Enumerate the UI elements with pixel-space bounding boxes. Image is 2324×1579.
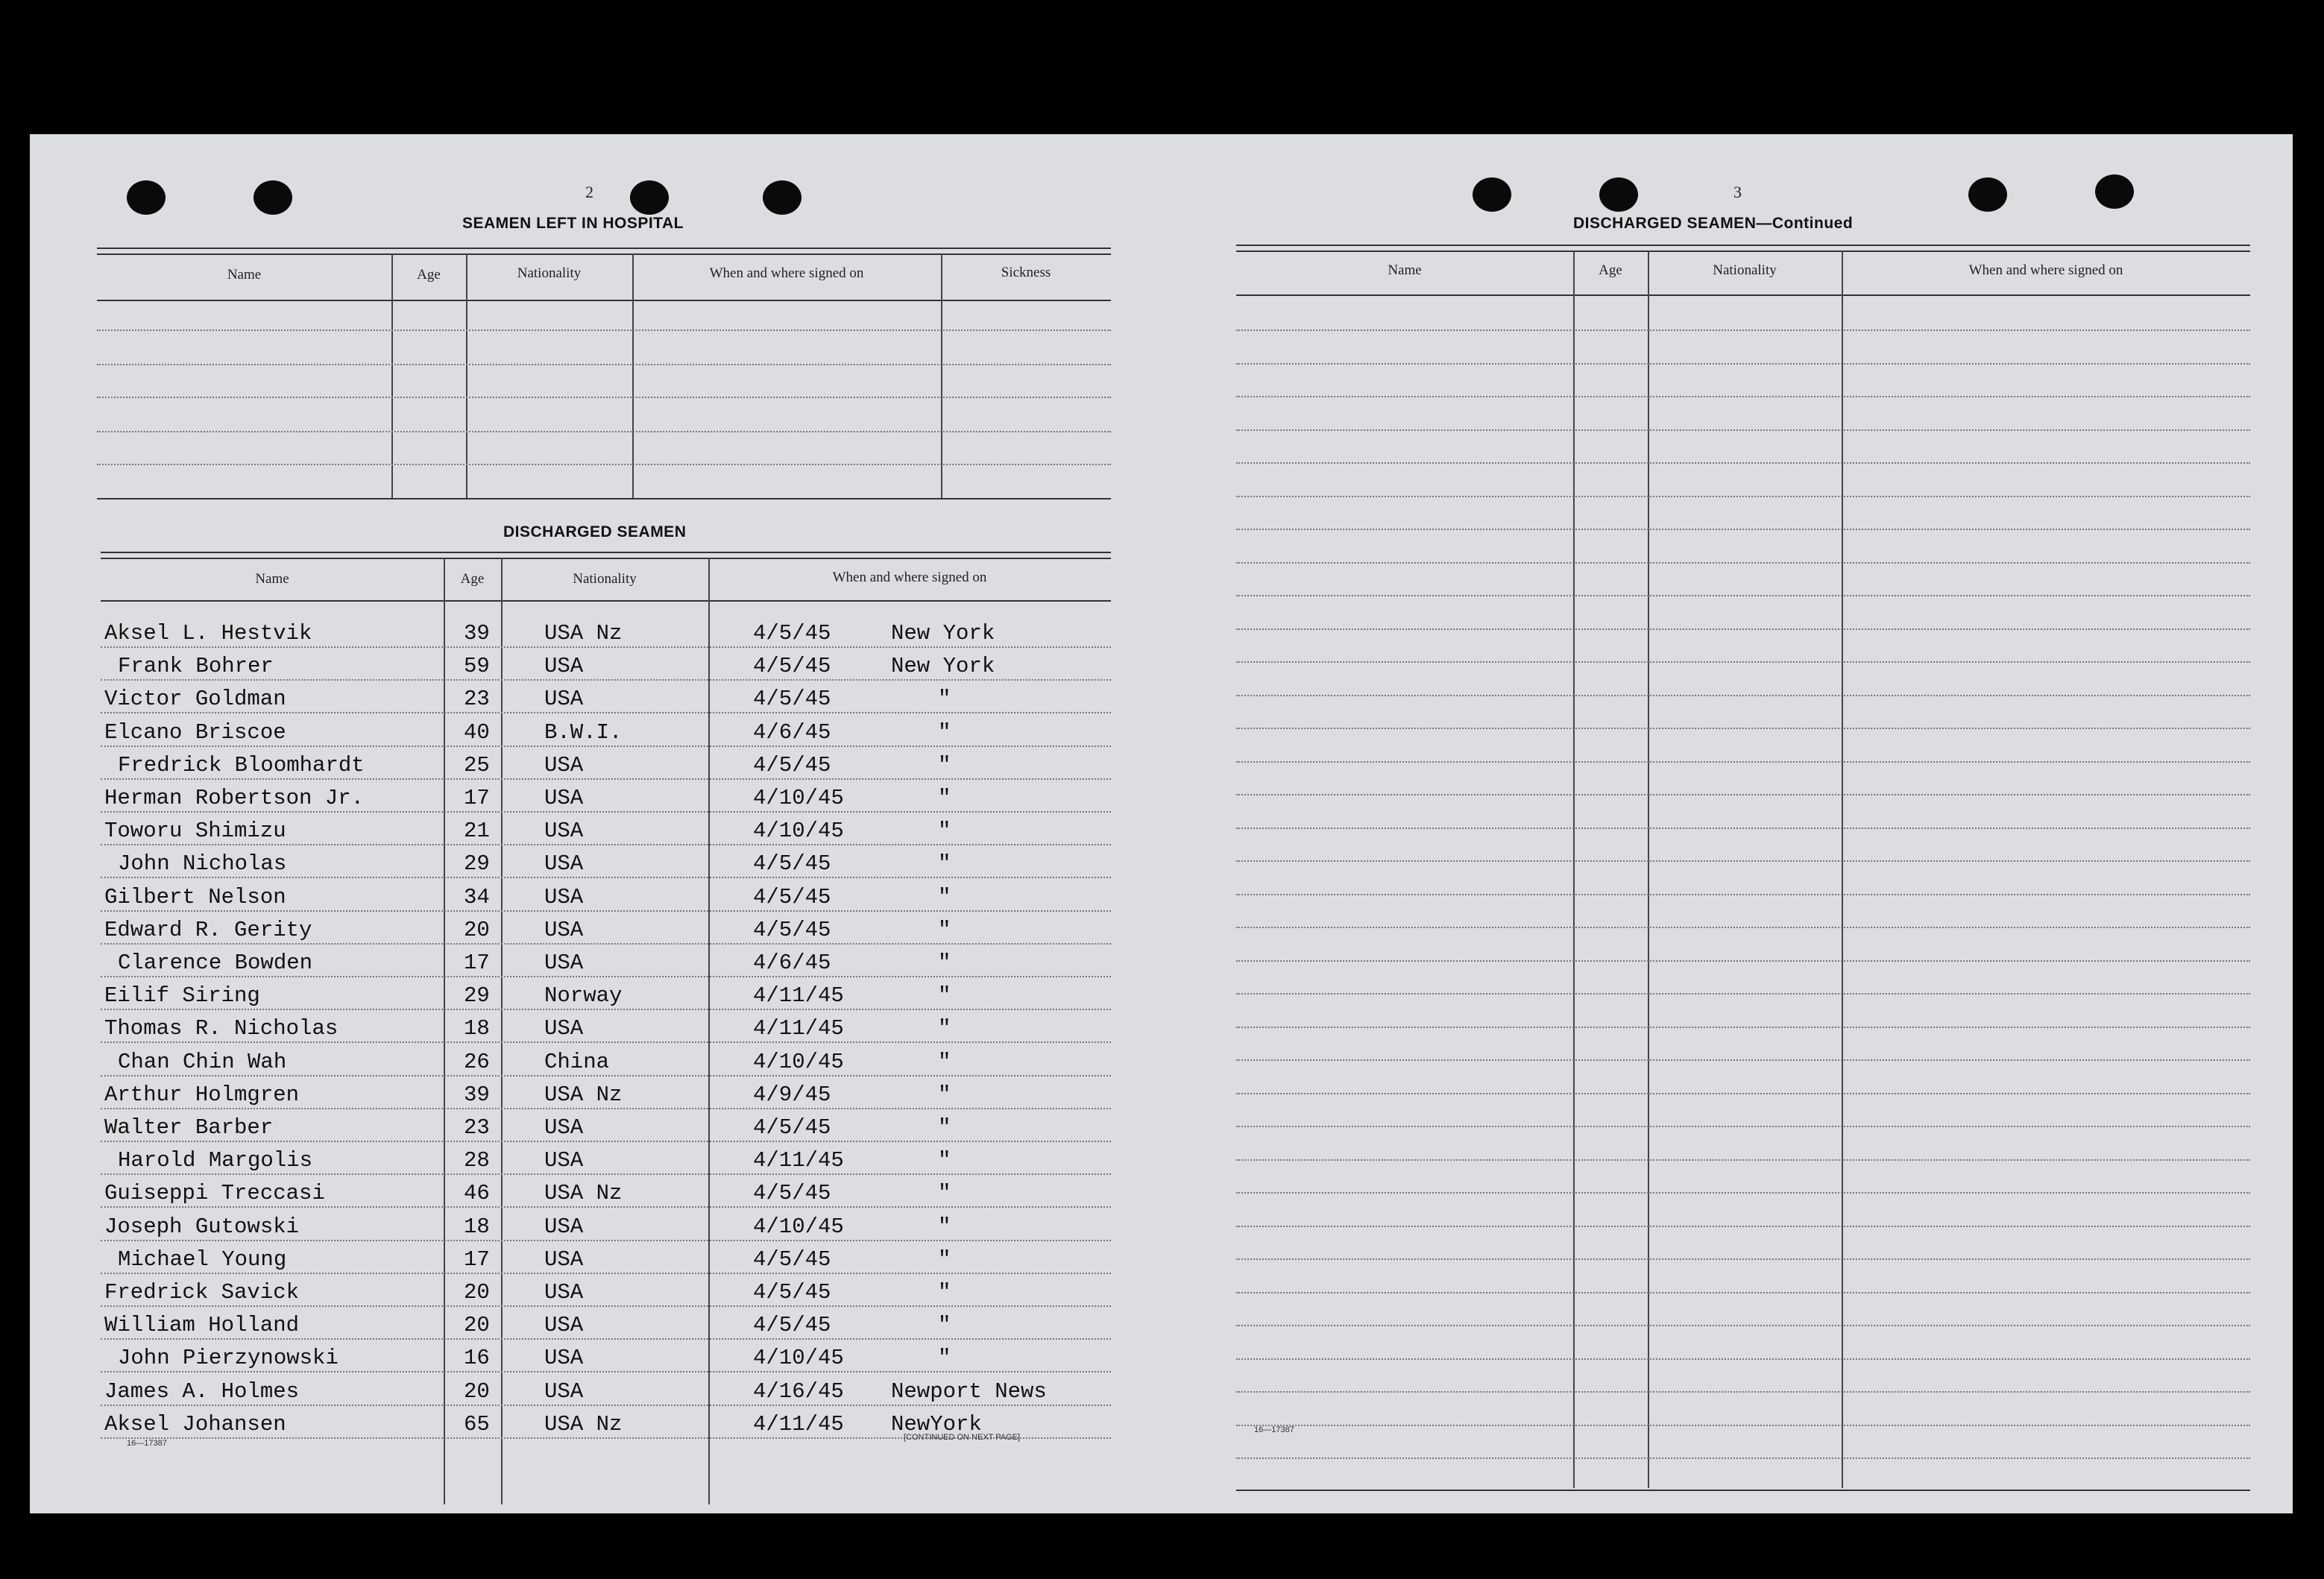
signed-on-date: 4/10/45 (753, 786, 844, 810)
entry-line (101, 1041, 1111, 1043)
seaman-age: 26 (464, 1049, 490, 1074)
entry-line (101, 1206, 1111, 1208)
seaman-name: Joseph Gutowski (104, 1214, 300, 1239)
rule (97, 253, 1111, 255)
rule (1236, 294, 2250, 296)
entry-line (101, 679, 1111, 681)
seaman-nationality: USA (544, 654, 584, 679)
entry-line (101, 910, 1111, 912)
rule (101, 552, 1111, 553)
entry-line (101, 712, 1111, 713)
signed-on-date: 4/5/45 (753, 851, 831, 877)
entry-line (1236, 1093, 2250, 1094)
entry-line (1236, 728, 2250, 729)
entry-line (1236, 828, 2250, 829)
seaman-name: Aksel L. Hestvik (104, 621, 312, 646)
seaman-nationality: China (544, 1049, 610, 1074)
entry-line (1236, 429, 2250, 431)
rule (97, 248, 1111, 249)
entry-line (1236, 993, 2250, 995)
entry-line (1236, 363, 2250, 365)
column-header-age: Age (460, 571, 485, 587)
seaman-age: 20 (464, 917, 490, 942)
seaman-age: 20 (464, 1313, 490, 1338)
column-header-age: Age (417, 267, 441, 283)
seaman-name: Victor Goldman (104, 687, 286, 712)
seaman-age: 25 (464, 752, 490, 778)
signed-on-date: 4/5/45 (753, 1247, 831, 1272)
hospital-section-title: SEAMEN LEFT IN HOSPITAL (462, 215, 684, 232)
rule (101, 558, 1111, 559)
seaman-name: Edward R. Gerity (104, 917, 312, 942)
signed-on-date: 4/5/45 (753, 1280, 831, 1305)
signed-on-place: New York (891, 654, 995, 679)
seaman-nationality: USA (544, 752, 584, 778)
signed-on-place: " (938, 1049, 951, 1074)
seaman-name: Thomas R. Nicholas (104, 1016, 338, 1041)
signed-on-place: " (938, 786, 951, 810)
entry-line (97, 397, 1111, 398)
seaman-name: Herman Robertson Jr. (104, 786, 365, 810)
signed-on-date: 4/5/45 (753, 1115, 831, 1140)
entry-line (101, 976, 1111, 977)
entry-line (101, 844, 1111, 845)
signed-on-date: 4/5/45 (753, 752, 831, 778)
seaman-age: 39 (464, 621, 490, 646)
column-header-nationality: Nationality (1713, 262, 1777, 278)
punch-hole (1599, 177, 1638, 212)
rule (101, 600, 1111, 602)
signed-on-date: 4/6/45 (753, 719, 831, 745)
rule (97, 300, 1111, 301)
column-divider (391, 253, 393, 499)
page-number: 2 (585, 183, 593, 201)
entry-line (1236, 1059, 2250, 1061)
entry-line (1236, 595, 2250, 596)
entry-line (1236, 1258, 2250, 1260)
seaman-age: 40 (464, 719, 490, 745)
seaman-name: Harold Margolis (118, 1148, 313, 1173)
seaman-nationality: USA Nz (544, 1181, 623, 1206)
column-header-age: Age (1599, 262, 1622, 278)
seaman-age: 21 (464, 819, 490, 844)
column-divider (1842, 250, 1843, 1488)
entry-line (1236, 1159, 2250, 1161)
signed-on-date: 4/5/45 (753, 1313, 831, 1338)
entry-line (1236, 1425, 2250, 1426)
signed-on-date: 4/5/45 (753, 884, 831, 910)
seaman-nationality: USA (544, 884, 584, 910)
seaman-age: 29 (464, 983, 490, 1009)
seaman-nationality: USA Nz (544, 621, 623, 646)
signed-on-place: " (938, 851, 951, 877)
seaman-name: John Nicholas (118, 851, 287, 877)
signed-on-place: " (938, 917, 951, 942)
signed-on-place: " (938, 752, 951, 778)
column-divider (466, 253, 467, 499)
column-divider (501, 558, 503, 1504)
signed-on-date: 4/16/45 (753, 1378, 844, 1404)
form-number: 16—17387 (1254, 1425, 1294, 1434)
signed-on-date: 4/5/45 (753, 1181, 831, 1206)
column-header-signed-on: When and where signed on (832, 570, 987, 585)
discharged-section-title: DISCHARGED SEAMEN (503, 523, 687, 540)
signed-on-place: " (938, 819, 951, 844)
seaman-nationality: USA (544, 1378, 584, 1404)
entry-line (1236, 496, 2250, 497)
entry-line (1236, 860, 2250, 862)
seaman-nationality: USA (544, 1148, 584, 1173)
seaman-age: 20 (464, 1378, 490, 1404)
seaman-name: Arthur Holmgren (104, 1082, 300, 1107)
signed-on-place: " (938, 1016, 951, 1041)
signed-on-date: 4/11/45 (753, 1148, 844, 1173)
seaman-nationality: USA (544, 786, 584, 810)
signed-on-place: " (938, 951, 951, 975)
signed-on-place: " (938, 719, 951, 745)
punch-hole (127, 180, 166, 215)
column-divider (632, 253, 634, 499)
signed-on-date: 4/5/45 (753, 917, 831, 942)
signed-on-date: 4/10/45 (753, 1049, 844, 1074)
continued-section-title: DISCHARGED SEAMEN—Continued (1573, 215, 1854, 232)
seaman-name: Elcano Briscoe (104, 719, 286, 745)
seaman-nationality: USA Nz (544, 1082, 623, 1107)
seaman-nationality: USA (544, 1214, 584, 1239)
entry-line (1236, 1391, 2250, 1393)
seaman-nationality: USA Nz (544, 1411, 623, 1437)
column-header-signed-on: When and where signed on (1968, 262, 2123, 278)
entry-line (1236, 562, 2250, 564)
signed-on-date: 4/5/45 (753, 621, 831, 646)
seaman-name: Frank Bohrer (118, 654, 274, 679)
seaman-nationality: USA (544, 1313, 584, 1338)
column-divider (1648, 250, 1649, 1488)
punch-hole (1968, 177, 2007, 212)
seaman-nationality: USA (544, 819, 584, 844)
seaman-age: 17 (464, 951, 490, 975)
column-header-signed-on: When and where signed on (709, 265, 864, 281)
signed-on-date: 4/10/45 (753, 819, 844, 844)
signed-on-date: 4/5/45 (753, 687, 831, 712)
signed-on-place: " (938, 983, 951, 1009)
seaman-nationality: USA (544, 1247, 584, 1272)
entry-line (1236, 761, 2250, 763)
seaman-name: Clarence Bowden (118, 951, 313, 975)
signed-on-place: " (938, 1181, 951, 1206)
entry-line (101, 746, 1111, 747)
seaman-age: 39 (464, 1082, 490, 1107)
entry-line (1236, 1325, 2250, 1326)
entry-line (101, 1141, 1111, 1142)
seaman-name: Michael Young (118, 1247, 287, 1272)
seaman-name: James A. Holmes (104, 1378, 300, 1404)
entry-line (97, 330, 1111, 331)
rule (1236, 245, 2250, 246)
punch-hole (254, 180, 292, 215)
seaman-nationality: Norway (544, 983, 623, 1009)
signed-on-place: " (938, 1247, 951, 1272)
entry-line (1236, 695, 2250, 696)
column-divider (941, 253, 942, 499)
seaman-name: Guiseppi Treccasi (104, 1181, 325, 1206)
column-header-name: Name (1388, 262, 1422, 278)
seaman-age: 65 (464, 1411, 490, 1437)
entry-line (1236, 1358, 2250, 1360)
entry-line (97, 431, 1111, 432)
entry-line (1236, 1457, 2250, 1459)
entry-line (101, 1305, 1111, 1307)
form-number: 16—17387 (127, 1439, 167, 1448)
seaman-age: 28 (464, 1148, 490, 1173)
signed-on-place: " (938, 1148, 951, 1173)
rule (1236, 250, 2250, 252)
rule (1236, 1490, 2250, 1491)
column-header-nationality: Nationality (517, 265, 582, 281)
seaman-name: Fredrick Savick (104, 1280, 300, 1305)
seaman-name: John Pierzynowski (118, 1346, 338, 1371)
column-header-name: Name (255, 571, 289, 587)
seaman-nationality: USA (544, 851, 584, 877)
seaman-age: 16 (464, 1346, 490, 1371)
page-number: 3 (1733, 183, 1742, 201)
rule (97, 498, 1111, 499)
entry-line (1236, 1292, 2250, 1293)
signed-on-date: 4/11/45 (753, 983, 844, 1009)
signed-on-place: Newport News (891, 1378, 1047, 1404)
seaman-nationality: USA (544, 1115, 584, 1140)
entry-line (1236, 462, 2250, 464)
seaman-nationality: USA (544, 1346, 584, 1371)
entry-line (1236, 1027, 2250, 1028)
signed-on-place: " (938, 1346, 951, 1371)
continued-note: [CONTINUED ON NEXT PAGE] (904, 1433, 1021, 1442)
punch-hole (2095, 174, 2134, 209)
seaman-age: 18 (464, 1214, 490, 1239)
signed-on-place: NewYork (891, 1411, 982, 1437)
entry-line (101, 1371, 1111, 1372)
entry-line (101, 877, 1111, 878)
column-header-nationality: Nationality (573, 571, 637, 587)
entry-line (101, 778, 1111, 780)
seaman-age: 46 (464, 1181, 490, 1206)
signed-on-date: 4/11/45 (753, 1016, 844, 1041)
signed-on-place: " (938, 1313, 951, 1338)
seaman-nationality: USA (544, 951, 584, 975)
seaman-name: Chan Chin Wah (118, 1049, 287, 1074)
entry-line (101, 1273, 1111, 1274)
entry-line (101, 1405, 1111, 1406)
seaman-name: Fredrick Bloomhardt (118, 752, 365, 778)
entry-line (101, 646, 1111, 648)
signed-on-place: " (938, 884, 951, 910)
entry-line (1236, 960, 2250, 962)
seaman-name: William Holland (104, 1313, 300, 1338)
entry-line (1236, 1192, 2250, 1194)
signed-on-date: 4/10/45 (753, 1346, 844, 1371)
signed-on-place: New York (891, 621, 995, 646)
entry-line (101, 1240, 1111, 1241)
signed-on-date: 4/11/45 (753, 1411, 844, 1437)
signed-on-date: 4/9/45 (753, 1082, 831, 1107)
entry-line (1236, 396, 2250, 397)
seaman-age: 20 (464, 1280, 490, 1305)
entry-line (101, 1338, 1111, 1340)
entry-line (101, 1009, 1111, 1010)
column-header-name: Name (227, 267, 262, 283)
signed-on-place: " (938, 1115, 951, 1140)
seaman-age: 18 (464, 1016, 490, 1041)
signed-on-date: 4/6/45 (753, 951, 831, 975)
seaman-age: 17 (464, 786, 490, 810)
document-sheet (30, 134, 2293, 1513)
signed-on-place: " (938, 687, 951, 712)
seaman-age: 23 (464, 687, 490, 712)
seaman-age: 17 (464, 1247, 490, 1272)
entry-line (1236, 794, 2250, 795)
seaman-name: Toworu Shimizu (104, 819, 286, 844)
entry-line (1236, 661, 2250, 663)
seaman-nationality: USA (544, 917, 584, 942)
column-divider (444, 558, 445, 1504)
seaman-nationality: USA (544, 687, 584, 712)
entry-line (101, 811, 1111, 813)
signed-on-place: " (938, 1082, 951, 1107)
seaman-name: Walter Barber (104, 1115, 274, 1140)
entry-line (1236, 1126, 2250, 1127)
seaman-age: 29 (464, 851, 490, 877)
entry-line (1236, 927, 2250, 928)
seaman-age: 34 (464, 884, 490, 910)
punch-hole (763, 180, 802, 215)
seaman-nationality: USA (544, 1280, 584, 1305)
entry-line (1236, 1226, 2250, 1227)
signed-on-place: " (938, 1280, 951, 1305)
entry-line (1236, 894, 2250, 895)
entry-line (101, 1108, 1111, 1109)
entry-line (97, 364, 1111, 365)
entry-line (1236, 529, 2250, 530)
entry-line (1236, 628, 2250, 630)
column-divider (1573, 250, 1575, 1488)
seaman-age: 23 (464, 1115, 490, 1140)
entry-line (101, 1075, 1111, 1077)
seaman-name: Gilbert Nelson (104, 884, 286, 910)
punch-hole (630, 180, 669, 215)
seaman-nationality: B.W.I. (544, 719, 623, 745)
seaman-name: Eilif Siring (104, 983, 260, 1009)
entry-line (101, 943, 1111, 945)
signed-on-date: 4/10/45 (753, 1214, 844, 1239)
seaman-name: Aksel Johansen (104, 1411, 286, 1437)
signed-on-place: " (938, 1214, 951, 1239)
seaman-age: 59 (464, 654, 490, 679)
column-divider (708, 558, 710, 1504)
entry-line (1236, 330, 2250, 331)
signed-on-date: 4/5/45 (753, 654, 831, 679)
entry-line (101, 1173, 1111, 1175)
column-header-sickness: Sickness (1001, 265, 1051, 280)
entry-line (97, 464, 1111, 465)
punch-hole (1473, 177, 1511, 212)
seaman-nationality: USA (544, 1016, 584, 1041)
